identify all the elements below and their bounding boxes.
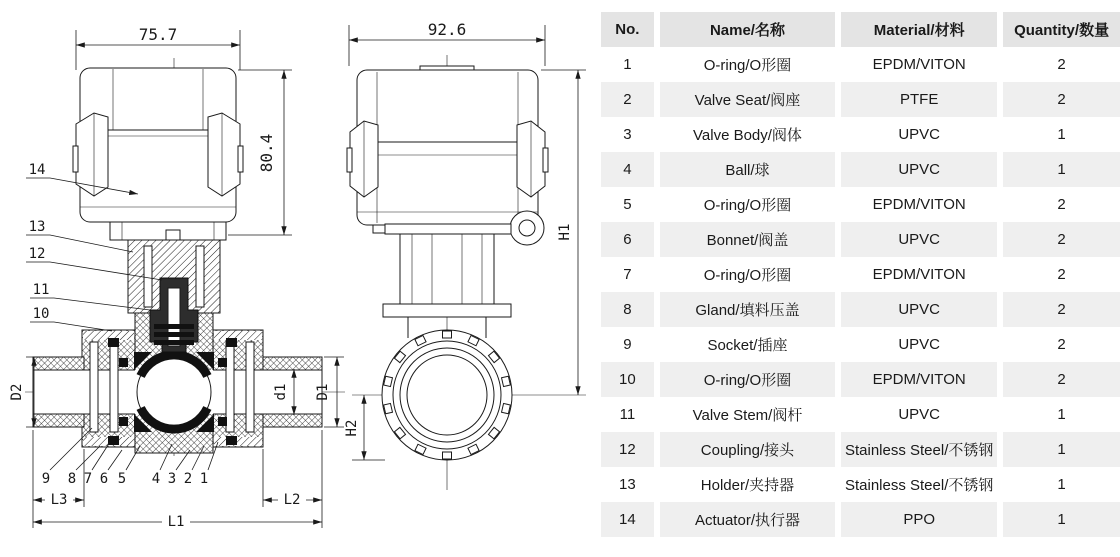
callout-13: 13 — [28, 219, 46, 235]
front-height-dim-label: 80.4 — [257, 133, 276, 173]
col-header-name: Name/名称 — [657, 12, 838, 47]
table-cell: O-ring/O形圈 — [657, 47, 838, 82]
table-row — [601, 187, 1120, 222]
table-cell: 2 — [1000, 222, 1120, 257]
table-cell: Stainless Steel/不锈钢 — [838, 432, 1000, 467]
dim-d1-big-label: D1 — [315, 383, 331, 401]
table-cell: PTFE — [838, 82, 1000, 117]
table-cell: 2 — [1000, 327, 1120, 362]
table-row — [601, 502, 1120, 537]
actuator-side — [347, 66, 548, 245]
table-cell: UPVC — [838, 117, 1000, 152]
pipe-left — [33, 357, 84, 370]
table-cell: 1 — [1000, 397, 1120, 432]
cable-gland — [510, 211, 544, 245]
table-cell: 14 — [601, 502, 657, 537]
table-cell: 10 — [601, 362, 657, 397]
table-row — [601, 362, 1120, 397]
col-header-quantity: Quantity/数量 — [1000, 12, 1120, 47]
table-cell: EPDM/VITON — [838, 362, 1000, 397]
table-cell: 1 — [1000, 152, 1120, 187]
callout-2: 2 — [183, 471, 193, 487]
front-view — [9, 25, 345, 530]
parts-table — [601, 0, 1120, 552]
table-row — [601, 432, 1120, 467]
table-cell: 3 — [601, 117, 657, 152]
table-cell: Valve Body/阀体 — [657, 117, 838, 152]
table-cell: 2 — [1000, 82, 1120, 117]
callout-14: 14 — [28, 162, 46, 178]
table-cell: 1 — [1000, 502, 1120, 537]
table-cell: 5 — [601, 187, 657, 222]
table-cell: 2 — [1000, 47, 1120, 82]
table-cell: EPDM/VITON — [838, 187, 1000, 222]
callout-6: 6 — [99, 471, 109, 487]
table-cell: 2 — [1000, 187, 1120, 222]
callout-8: 8 — [67, 471, 77, 487]
table-header-row — [601, 12, 1120, 47]
dim-l2-label: L2 — [283, 492, 301, 508]
col-header-no: No. — [601, 12, 657, 47]
table-cell: Ball/球 — [657, 152, 838, 187]
table-cell: Valve Seat/阀座 — [657, 82, 838, 117]
table-cell: EPDM/VITON — [838, 47, 1000, 82]
dim-h1 — [541, 70, 586, 395]
callout-10: 10 — [32, 306, 50, 322]
table-cell: 2 — [1000, 362, 1120, 397]
dim-l3-label: L3 — [50, 492, 68, 508]
o-ring — [226, 338, 237, 347]
table-cell: 4 — [601, 152, 657, 187]
table-cell: UPVC — [838, 397, 1000, 432]
table-cell: Socket/插座 — [657, 327, 838, 362]
callout-5: 5 — [117, 471, 127, 487]
front-width-dim-label: 75.7 — [138, 25, 178, 44]
side-stem-assembly — [373, 224, 511, 338]
table-cell: UPVC — [838, 152, 1000, 187]
table-cell: Valve Stem/阀杆 — [657, 397, 838, 432]
table-cell: O-ring/O形圈 — [657, 257, 838, 292]
dim-h2 — [344, 395, 385, 460]
dim-d2-label: D2 — [9, 383, 25, 401]
o-ring — [226, 436, 237, 445]
table-cell: O-ring/O形圈 — [657, 362, 838, 397]
table-cell: 2 — [601, 82, 657, 117]
table-cell: Holder/夹持器 — [657, 467, 838, 502]
table-cell: O-ring/O形圈 — [657, 187, 838, 222]
o-ring — [108, 338, 119, 347]
front-width-dimension — [76, 25, 240, 70]
table-cell: 1 — [1000, 117, 1120, 152]
table-cell: 1 — [1000, 432, 1120, 467]
table-row — [601, 327, 1120, 362]
table-cell: 12 — [601, 432, 657, 467]
table-cell: Bonnet/阀盖 — [657, 222, 838, 257]
table-cell: 1 — [1000, 467, 1120, 502]
dim-h1-label: H1 — [557, 223, 573, 241]
callout-1: 1 — [199, 471, 209, 487]
table-cell: 13 — [601, 467, 657, 502]
side-union-nut-circle — [382, 330, 512, 460]
callout-3: 3 — [167, 471, 177, 487]
table-cell: 1 — [601, 47, 657, 82]
table-row — [601, 152, 1120, 187]
table-row — [601, 467, 1120, 502]
table-cell: UPVC — [838, 327, 1000, 362]
o-ring — [108, 436, 119, 445]
dim-d1-small-label: d1 — [273, 383, 289, 401]
table-row — [601, 82, 1120, 117]
table-cell: EPDM/VITON — [838, 257, 1000, 292]
table-cell: UPVC — [838, 292, 1000, 327]
table-row — [601, 47, 1120, 82]
table-row — [601, 257, 1120, 292]
o-ring — [119, 417, 128, 426]
table-cell: 6 — [601, 222, 657, 257]
table-cell: Actuator/执行器 — [657, 502, 838, 537]
o-ring — [218, 358, 227, 367]
actuator-clip-right — [208, 113, 240, 196]
pipe-right — [263, 357, 322, 370]
side-width-dim-label: 92.6 — [427, 20, 467, 39]
o-ring — [218, 417, 227, 426]
table-cell: 2 — [1000, 292, 1120, 327]
table-cell: 2 — [1000, 257, 1120, 292]
o-ring — [119, 358, 128, 367]
col-header-material: Material/材料 — [838, 12, 1000, 47]
callout-11: 11 — [32, 282, 50, 298]
table-cell: 7 — [601, 257, 657, 292]
side-view — [344, 20, 586, 490]
valve-body-section — [33, 278, 322, 453]
table-cell: Stainless Steel/不锈钢 — [838, 467, 1000, 502]
table-cell: 9 — [601, 327, 657, 362]
table-cell: UPVC — [838, 222, 1000, 257]
dim-h2-label: H2 — [344, 419, 360, 437]
table-cell: PPO — [838, 502, 1000, 537]
callout-12: 12 — [28, 246, 46, 262]
parts-list — [601, 12, 1120, 537]
table-cell: Coupling/接头 — [657, 432, 838, 467]
table-row — [601, 117, 1120, 152]
callout-7: 7 — [83, 471, 93, 487]
table-row — [601, 222, 1120, 257]
table-cell: 11 — [601, 397, 657, 432]
parts-table-body — [601, 47, 1120, 537]
callout-9: 9 — [41, 471, 51, 487]
actuator-front — [73, 68, 243, 240]
table-cell: Gland/填料压盖 — [657, 292, 838, 327]
table-row — [601, 397, 1120, 432]
table-cell: 8 — [601, 292, 657, 327]
table-row — [601, 292, 1120, 327]
dim-l1-label: L1 — [167, 514, 185, 530]
callout-4: 4 — [151, 471, 161, 487]
